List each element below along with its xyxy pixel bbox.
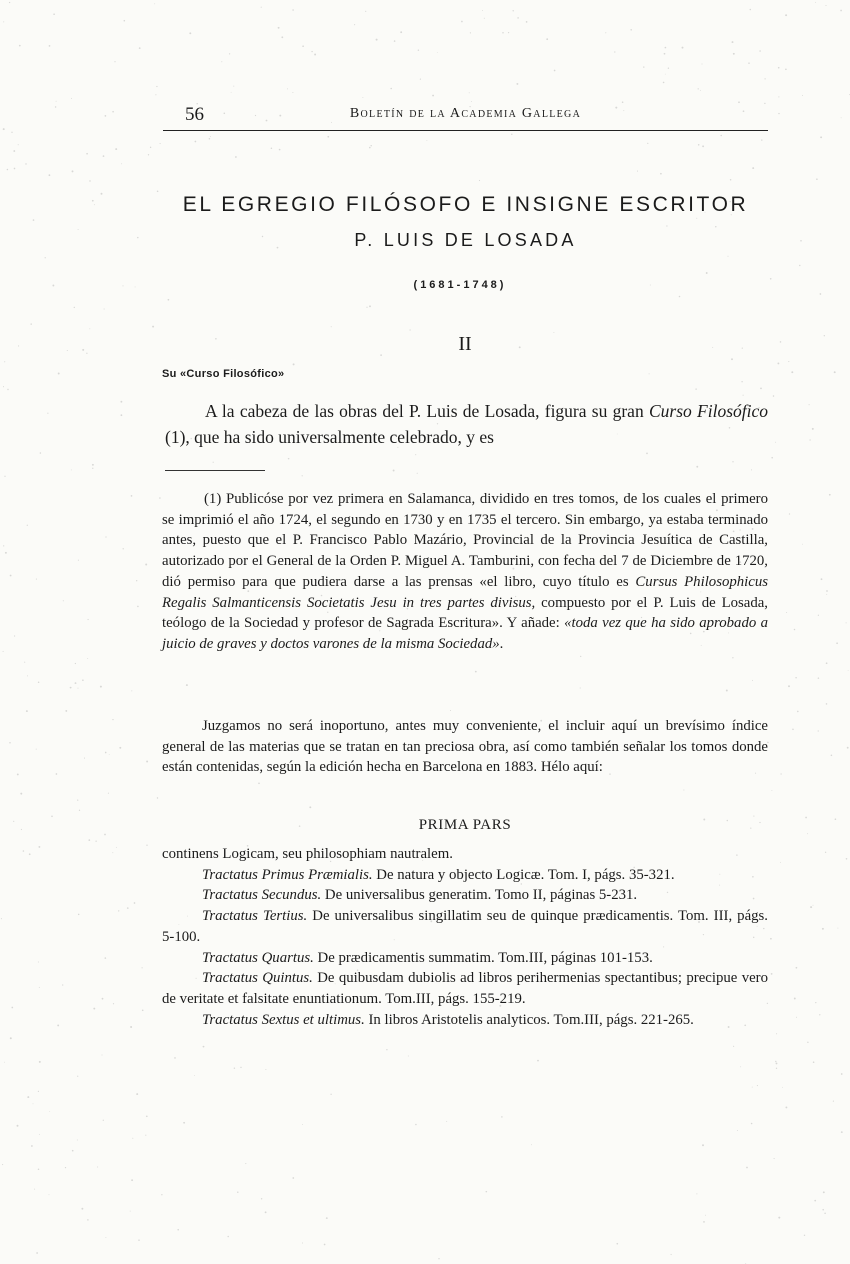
tractatus-name: Tractatus Quartus. <box>202 949 314 966</box>
footnote-rule <box>165 470 265 471</box>
subsection-label: Su «Curso Filosófico» <box>162 368 285 380</box>
tractatus-entry <box>162 906 768 947</box>
running-head <box>163 100 768 131</box>
article-title-line-1: EL EGREGIO FILÓSOFO E INSIGNE ESCRITOR <box>182 193 749 216</box>
body-text-a: A la cabeza de las obras del P. Luis de Losada, figura su gran <box>205 401 649 421</box>
tractatus-entry <box>162 968 768 1009</box>
tractatus-list <box>162 844 768 1030</box>
page-number: 56 <box>185 104 204 125</box>
footnote-text-c: . <box>499 635 504 652</box>
tractatus-text: De natura y objecto Logicæ. Tom. I, págs. 35-321. <box>372 866 675 883</box>
article-title-line-2: P. LUIS DE LOSADA <box>354 230 577 250</box>
footnote-latin-title: Cursus Philosophicus Regalis Salmanticensis Societatis Jesu in tres partes divisus, <box>162 573 768 611</box>
article-dates: (1681-1748) <box>413 279 507 291</box>
footnote-text-a: (1) Publicóse por vez primera en Salamanca, dividido en tres tomos, de los cuales el primero se imprimió el año 1724, el segundo en 1730 y en 1735 el tercero. Sin embargo, ya estaba terminado antes, puesto que el P. Francisco Pablo Mazário, Provincial de la Provincia Jesuítica de Castilla, autorizado por el General de la Orden P. Miguel A. Tamburini, con fecha del 7 de Diciembre de 1720, dió permiso para que pudiera darse a las prensas «el libro, cuyo título es <box>162 491 768 590</box>
body-text-b: (1), que ha sido universalmente celebrado, y es <box>165 427 494 447</box>
intro-paragraph: Juzgamos no será inoportuno, antes muy conveniente, el incluir aquí un brevísimo índice general de las materias que se tratan en tan preciosa obra, así como también señalar los tomos donde están contenidas, según la edición hecha en Barcelona en 1883. Hélo aquí: <box>162 718 768 776</box>
tractatus-text: De universalibus singillatim seu de quinque prædicamentis. Tom. III, págs. 5-100. <box>162 908 768 945</box>
tractatus-name: Tractatus Primus Præmialis. <box>202 866 373 883</box>
body-paragraph <box>165 398 768 450</box>
prima-pars-heading: PRIMA PARS <box>418 817 512 833</box>
footnote <box>162 489 768 655</box>
tractatus-name: Tractatus Tertius. <box>202 908 308 925</box>
tractatus-text: De universalibus generatim. Tomo II, páginas 5-231. <box>321 887 638 904</box>
footnote-text-b: compuesto por el P. Luis de Losada, teólogo de la Sociedad y profesor de Sagrada Escritura». Y añade: <box>162 594 768 632</box>
tractatus-text: De prædicamentis summatim. Tom.III, páginas 101-153. <box>313 949 653 966</box>
work-title: Curso Filosófico <box>648 401 768 421</box>
tractatus-name: Tractatus Sextus et ultimus. <box>202 1011 365 1028</box>
tractatus-text: In libros Aristotelis analyticos. Tom.III, págs. 221-265. <box>364 1011 694 1028</box>
tractatus-entry <box>162 865 768 886</box>
journal-title: Boletín de la Academia Gallega <box>349 106 582 121</box>
tractatus-entry <box>162 885 768 906</box>
tractatus-entry <box>162 1010 768 1031</box>
tractatus-text: De quibusdam dubiolis ad libros perihermenias spectantibus; precipue vero de veritate et falsitate enuntiationum. Tom.III, págs. 155-219. <box>162 970 768 1007</box>
tractatus-entry <box>162 948 768 969</box>
tractatus-name: Tractatus Quintus. <box>202 970 313 987</box>
prima-pars-lead: continens Logicam, seu philosophiam nautralem. <box>162 846 453 862</box>
footnote-quote: «toda vez que ha sido aprobado a juicio de graves y doctos varones de la misma Sociedad» <box>162 615 768 652</box>
section-number: II <box>458 333 472 355</box>
tractatus-name: Tractatus Secundus. <box>202 887 322 904</box>
